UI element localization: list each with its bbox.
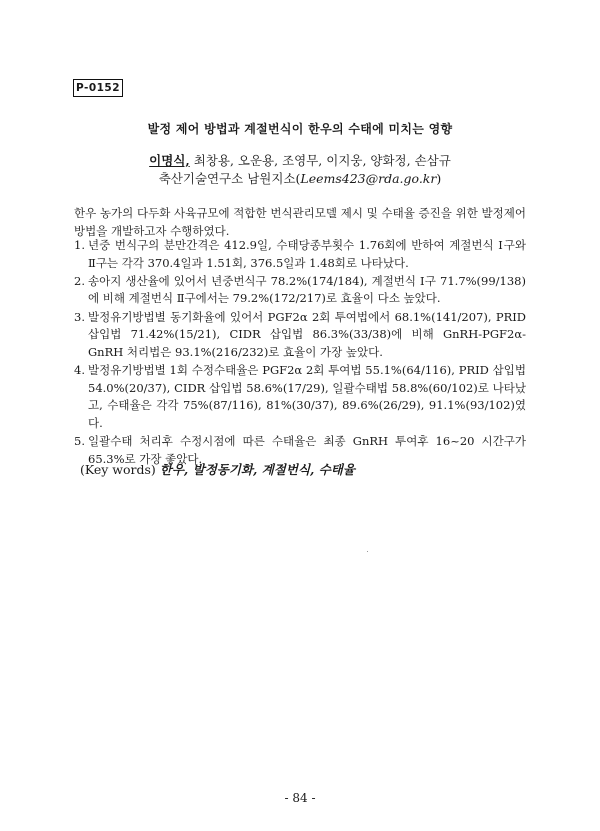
result-number: 5.: [74, 433, 85, 448]
affiliation: [0, 169, 600, 187]
keywords-line: [80, 460, 355, 478]
results-list: [74, 237, 526, 469]
co-authors: 최창용, 오운용, 조영무, 이지웅, 양화정, 손삼규: [189, 153, 451, 168]
result-text: 송아지 생산율에 있어서 년중번식구 78.2%(174/184), 계절번식 Ⅰ구 71.7%(99/138)에 비해 계절번식 Ⅱ구에서는 79.2%(172/217)로 효율이 다소 높았다.: [88, 273, 526, 306]
presenting-author: 이명식,: [149, 153, 190, 168]
result-text: 발정유기방법별 동기화율에 있어서 PGF2α 2회 투여법에서 68.1%(141/207), PRID 삽입법 71.42%(15/21), CIDR 삽입법 86.3%(33/38)에 비해 GnRH-PGF2α-GnRH 처리법은 93.1%(216/232)로 효율이 가장 높았다.: [88, 309, 526, 359]
result-text: 년중 번식구의 분만간격은 412.9일, 수태당종부횟수 1.76회에 반하여 계절번식 Ⅰ구와 Ⅱ구는 각각 370.4일과 1.51회, 376.5일과 1.48회로 나타났다.: [88, 238, 526, 270]
paper-title: 발정 제어 방법과 계절번식이 한우의 수태에 미치는 영향: [147, 122, 453, 136]
result-item: [74, 362, 526, 432]
result-number: 3.: [74, 309, 85, 324]
result-item: [74, 237, 526, 272]
result-item: [74, 273, 526, 308]
result-text: 일괄수태 처리후 수정시점에 따른 수태율은 최종 GnRH 투여후 16~20 시간구가 65.3%로 가장 좋았다.: [88, 433, 526, 466]
abstract-id-badge: P-0152: [73, 79, 123, 97]
institute-name: 축산기술연구소 남원지소(: [158, 171, 301, 186]
result-text: 발정유기방법별 1회 수정수태율은 PGF2α 2회 투여법 55.1%(64/116), PRID 삽입법 54.0%(20/37), CIDR 삽입법 58.6%(17/29), 일괄수태법 58.8%(60/102)로 나타났고, 수태율은 각각 75%(87/116), 81%(30/37), 89.6%(26/29), 91.1%(93/102)였다.: [88, 362, 526, 430]
page-number: - 84 -: [284, 791, 316, 805]
contact-email: Leems423@rda.go.kr: [300, 171, 437, 186]
keywords-terms: 한우, 발정동기화, 계절번식, 수태율: [159, 462, 355, 477]
abstract-intro: 한우 농가의 다두화 사육규모에 적합한 번식관리모델 제시 및 수태율 증진을 위한 발정제어 방법을 개발하고자 수행하였다.: [74, 206, 526, 238]
result-number: 1.: [74, 238, 85, 252]
result-number: 2.: [74, 273, 85, 288]
affiliation-close: ): [436, 171, 442, 186]
result-item: [74, 309, 526, 362]
result-number: 4.: [74, 362, 85, 377]
scan-speck: [367, 551, 368, 552]
keywords-label: (Key words): [80, 462, 160, 477]
author-list: [0, 151, 600, 169]
